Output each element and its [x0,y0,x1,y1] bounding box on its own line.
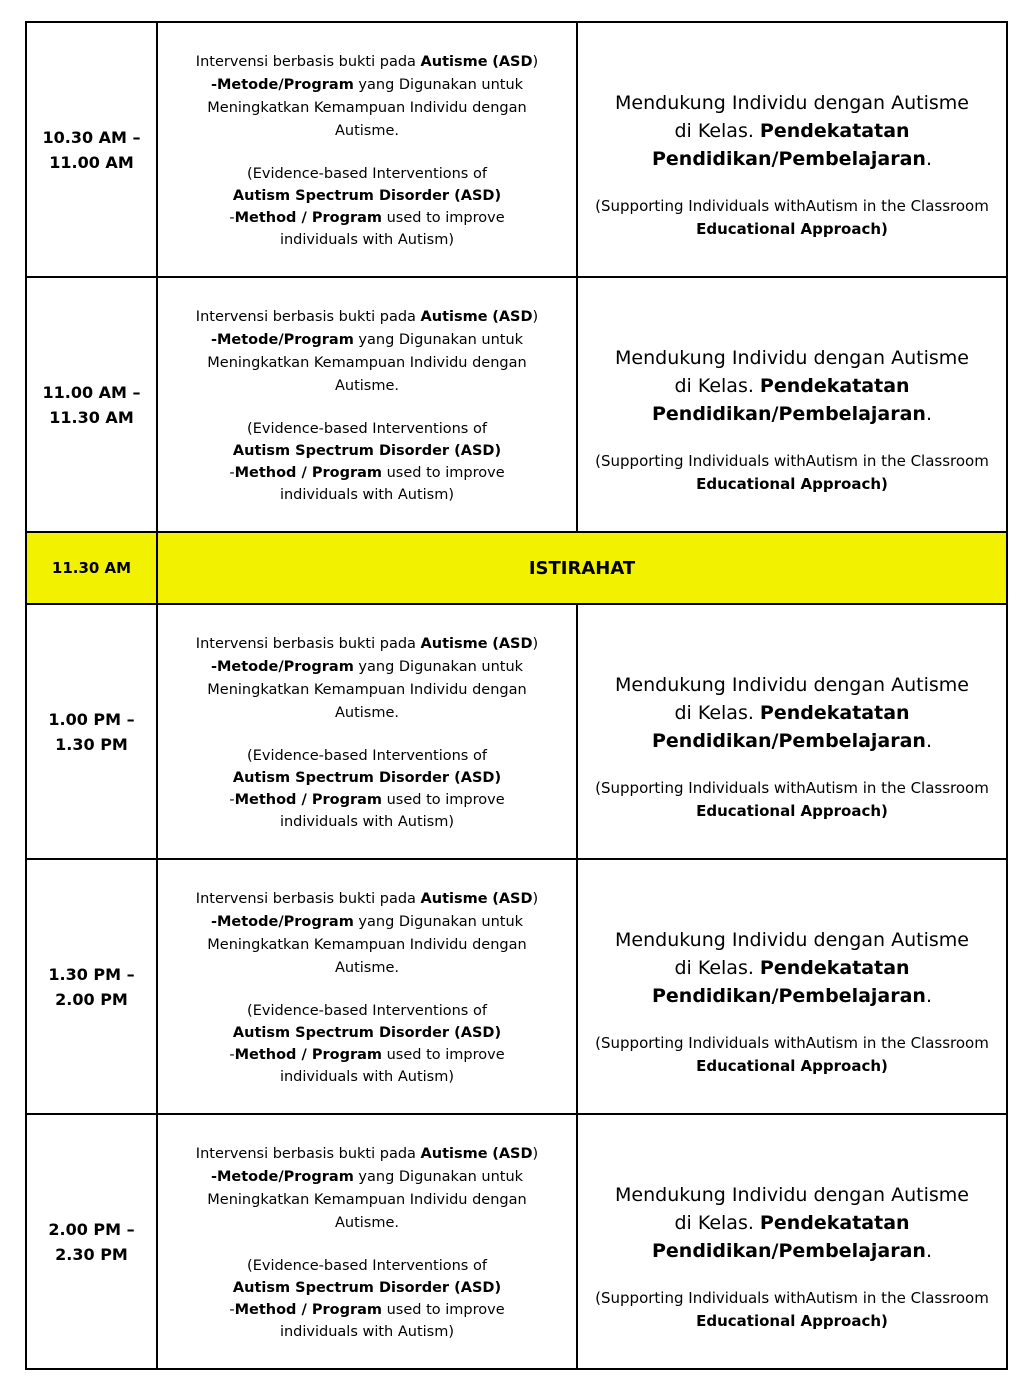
topic-text-span: ) [532,1145,539,1162]
schedule-row [26,859,1007,1114]
topic-text-span: - [229,209,235,226]
topic-text-span: Meningkatkan Kemampuan Individu dengan [207,1191,527,1208]
topic-text-span: individuals with Autism) [279,486,455,503]
time-start: 2.00 PM – [48,1219,135,1239]
topic-bold-span: Autism Spectrum Disorder (ASD) [232,1279,502,1296]
topic-text-span: Intervensi berbasis bukti pada [195,1145,421,1162]
summary-indonesian [578,1181,1006,1265]
time-end: 1.30 PM [55,734,128,754]
summary-bold-span: Educational Approach) [696,474,888,493]
break-label: ISTIRAHAT [157,532,1007,604]
summary-indonesian [578,671,1006,755]
summary-text [578,59,1006,241]
topic-text-span: Intervensi berbasis bukti pada [195,53,421,70]
topic-text-span: Autisme. [334,377,400,394]
schedule-row [26,22,1007,277]
topic-summary-cell [577,1114,1007,1369]
topic-text-span: - [229,464,235,481]
time-start: 1.00 PM – [48,709,135,729]
topic-summary-cell [577,604,1007,859]
topic-text-span: Autisme. [334,122,400,139]
topic-indonesian [158,1143,576,1235]
summary-bold-span: Educational Approach) [696,801,888,820]
topic-text-span: Meningkatkan Kemampuan Individu dengan [207,681,527,698]
break-time: 11.30 AM [26,532,157,604]
topic-text-span: yang Digunakan untuk [353,658,524,675]
topic-text-span: (Evidence-based Interventions of [247,420,487,437]
time-end: 11.30 AM [49,407,134,427]
summary-text-span: di Kelas. [674,374,760,397]
time-end: 2.30 PM [55,1244,128,1264]
topic-bold-span: Method / Program [234,1046,382,1063]
schedule-row [26,277,1007,532]
topic-text-span: yang Digunakan untuk [353,913,524,930]
topic-bold-span: Method / Program [234,1301,382,1318]
topic-bold-span: Autisme [420,53,488,70]
topic-cell [157,604,577,859]
time-start: 10.30 AM – [42,127,141,147]
topic-summary-cell [577,277,1007,532]
topic-text-span: individuals with Autism) [279,1323,455,1340]
summary-bold-span: Pendidikan/Pembelajaran [651,984,926,1007]
topic-bold-span: (ASD [492,890,533,907]
summary-text-span: . [925,729,933,752]
topic-bold-span: Autism Spectrum Disorder (ASD) [232,1024,502,1041]
topic-bold-span: (ASD [492,635,533,652]
topic-text-span: used to improve [382,1046,505,1063]
summary-text-span: . [925,147,933,170]
summary-bold-span: Educational Approach) [696,1056,888,1075]
topic-text-span: (Evidence-based Interventions of [247,1002,487,1019]
topic-text-span: individuals with Autism) [279,231,455,248]
summary-text-span: (Supporting Individuals withAutism in the Classroom [595,1033,989,1052]
topic-bold-span: (ASD [492,308,533,325]
schedule-row [26,604,1007,859]
summary-text-span: Mendukung Individu dengan Autisme [615,346,969,369]
topic-cell [157,277,577,532]
summary-indonesian [578,344,1006,428]
summary-text-span: . [925,402,933,425]
topic-bold-span: Method / Program [234,791,382,808]
summary-english [578,1032,1006,1078]
topic-english [158,1255,576,1343]
summary-text-span: . [925,984,933,1007]
topic-english [158,418,576,506]
topic-text [158,304,576,506]
time-start: 11.00 AM – [42,382,141,402]
topic-text-span: Autisme. [334,1214,400,1231]
summary-text-span: (Supporting Individuals withAutism in the Classroom [595,196,989,215]
topic-text-span: - [229,1301,235,1318]
topic-english [158,163,576,251]
time-cell [26,859,157,1114]
topic-text-span: yang Digunakan untuk [353,76,524,93]
schedule-table [25,21,1008,1370]
topic-text-span: ) [532,308,539,325]
topic-indonesian [158,306,576,398]
time-cell [26,22,157,277]
topic-text-span: Intervensi berbasis bukti pada [195,308,421,325]
topic-bold-span: -Metode/Program [210,913,354,930]
summary-text-span: Mendukung Individu dengan Autisme [615,91,969,114]
summary-text-span: . [925,1239,933,1262]
topic-text-span: yang Digunakan untuk [353,1168,524,1185]
time-start: 1.30 PM – [48,964,135,984]
topic-text-span: yang Digunakan untuk [353,331,524,348]
summary-text-span: (Supporting Individuals withAutism in the Classroom [595,451,989,470]
topic-text-span: (Evidence-based Interventions of [247,1257,487,1274]
topic-english [158,745,576,833]
summary-indonesian [578,89,1006,173]
summary-indonesian [578,926,1006,1010]
topic-bold-span: -Metode/Program [210,1168,354,1185]
topic-bold-span: -Metode/Program [210,331,354,348]
topic-text [158,49,576,251]
summary-bold-span: Educational Approach) [696,219,888,238]
topic-text-span: Meningkatkan Kemampuan Individu dengan [207,99,527,116]
topic-text-span: (Evidence-based Interventions of [247,165,487,182]
topic-text-span: individuals with Autism) [279,1068,455,1085]
topic-text-span: used to improve [382,1301,505,1318]
topic-text-span: Intervensi berbasis bukti pada [195,635,421,652]
topic-bold-span: (ASD [492,1145,533,1162]
topic-text [158,631,576,833]
topic-text-span: - [229,1046,235,1063]
topic-text-span: Autisme. [334,704,400,721]
topic-bold-span: Autism Spectrum Disorder (ASD) [232,187,502,204]
break-row [26,532,1007,604]
topic-text-span: used to improve [382,209,505,226]
summary-bold-span: Educational Approach) [696,1311,888,1330]
time-cell [26,1114,157,1369]
topic-indonesian [158,633,576,725]
topic-text-span: used to improve [382,791,505,808]
topic-english [158,1000,576,1088]
summary-text-span: Mendukung Individu dengan Autisme [615,1183,969,1206]
topic-bold-span: -Metode/Program [210,658,354,675]
summary-text-span: di Kelas. [674,119,760,142]
summary-bold-span: Pendekatatan [759,956,910,979]
topic-text [158,886,576,1088]
summary-english [578,195,1006,241]
schedule-row [26,1114,1007,1369]
topic-bold-span: Autisme [420,890,488,907]
topic-indonesian [158,51,576,143]
topic-cell [157,1114,577,1369]
topic-summary-cell [577,859,1007,1114]
topic-text-span: used to improve [382,464,505,481]
summary-bold-span: Pendidikan/Pembelajaran [651,729,926,752]
summary-text-span: (Supporting Individuals withAutism in the Classroom [595,1288,989,1307]
topic-cell [157,859,577,1114]
topic-bold-span: Autisme [420,635,488,652]
summary-text-span: Mendukung Individu dengan Autisme [615,673,969,696]
topic-text-span: Meningkatkan Kemampuan Individu dengan [207,936,527,953]
summary-text [578,641,1006,823]
summary-bold-span: Pendekatatan [759,1211,910,1234]
summary-english [578,777,1006,823]
time-cell [26,604,157,859]
summary-text-span: di Kelas. [674,1211,760,1234]
summary-text-span: Mendukung Individu dengan Autisme [615,928,969,951]
time-end: 2.00 PM [55,989,128,1009]
summary-text-span: di Kelas. [674,701,760,724]
topic-bold-span: Method / Program [234,209,382,226]
topic-summary-cell [577,22,1007,277]
summary-text [578,896,1006,1078]
topic-indonesian [158,888,576,980]
summary-text-span: di Kelas. [674,956,760,979]
time-end: 11.00 AM [49,152,134,172]
summary-english [578,450,1006,496]
topic-text-span: ) [532,53,539,70]
topic-text-span: Meningkatkan Kemampuan Individu dengan [207,354,527,371]
topic-text-span: ) [532,635,539,652]
summary-bold-span: Pendekatatan [759,374,910,397]
topic-text-span: ) [532,890,539,907]
summary-text-span: (Supporting Individuals withAutism in the Classroom [595,778,989,797]
topic-bold-span: Autism Spectrum Disorder (ASD) [232,442,502,459]
topic-bold-span: Autisme [420,1145,488,1162]
topic-cell [157,22,577,277]
summary-bold-span: Pendidikan/Pembelajaran [651,1239,926,1262]
topic-text-span: (Evidence-based Interventions of [247,747,487,764]
topic-text-span: Autisme. [334,959,400,976]
topic-bold-span: (ASD [492,53,533,70]
topic-text-span: - [229,791,235,808]
topic-bold-span: -Metode/Program [210,76,354,93]
time-cell [26,277,157,532]
summary-english [578,1287,1006,1333]
summary-bold-span: Pendidikan/Pembelajaran [651,402,926,425]
topic-text-span: individuals with Autism) [279,813,455,830]
summary-bold-span: Pendekatatan [759,701,910,724]
topic-text [158,1141,576,1343]
topic-bold-span: Method / Program [234,464,382,481]
topic-bold-span: Autism Spectrum Disorder (ASD) [232,769,502,786]
summary-bold-span: Pendidikan/Pembelajaran [651,147,926,170]
topic-bold-span: Autisme [420,308,488,325]
summary-bold-span: Pendekatatan [759,119,910,142]
summary-text [578,314,1006,496]
topic-text-span: Intervensi berbasis bukti pada [195,890,421,907]
summary-text [578,1151,1006,1333]
